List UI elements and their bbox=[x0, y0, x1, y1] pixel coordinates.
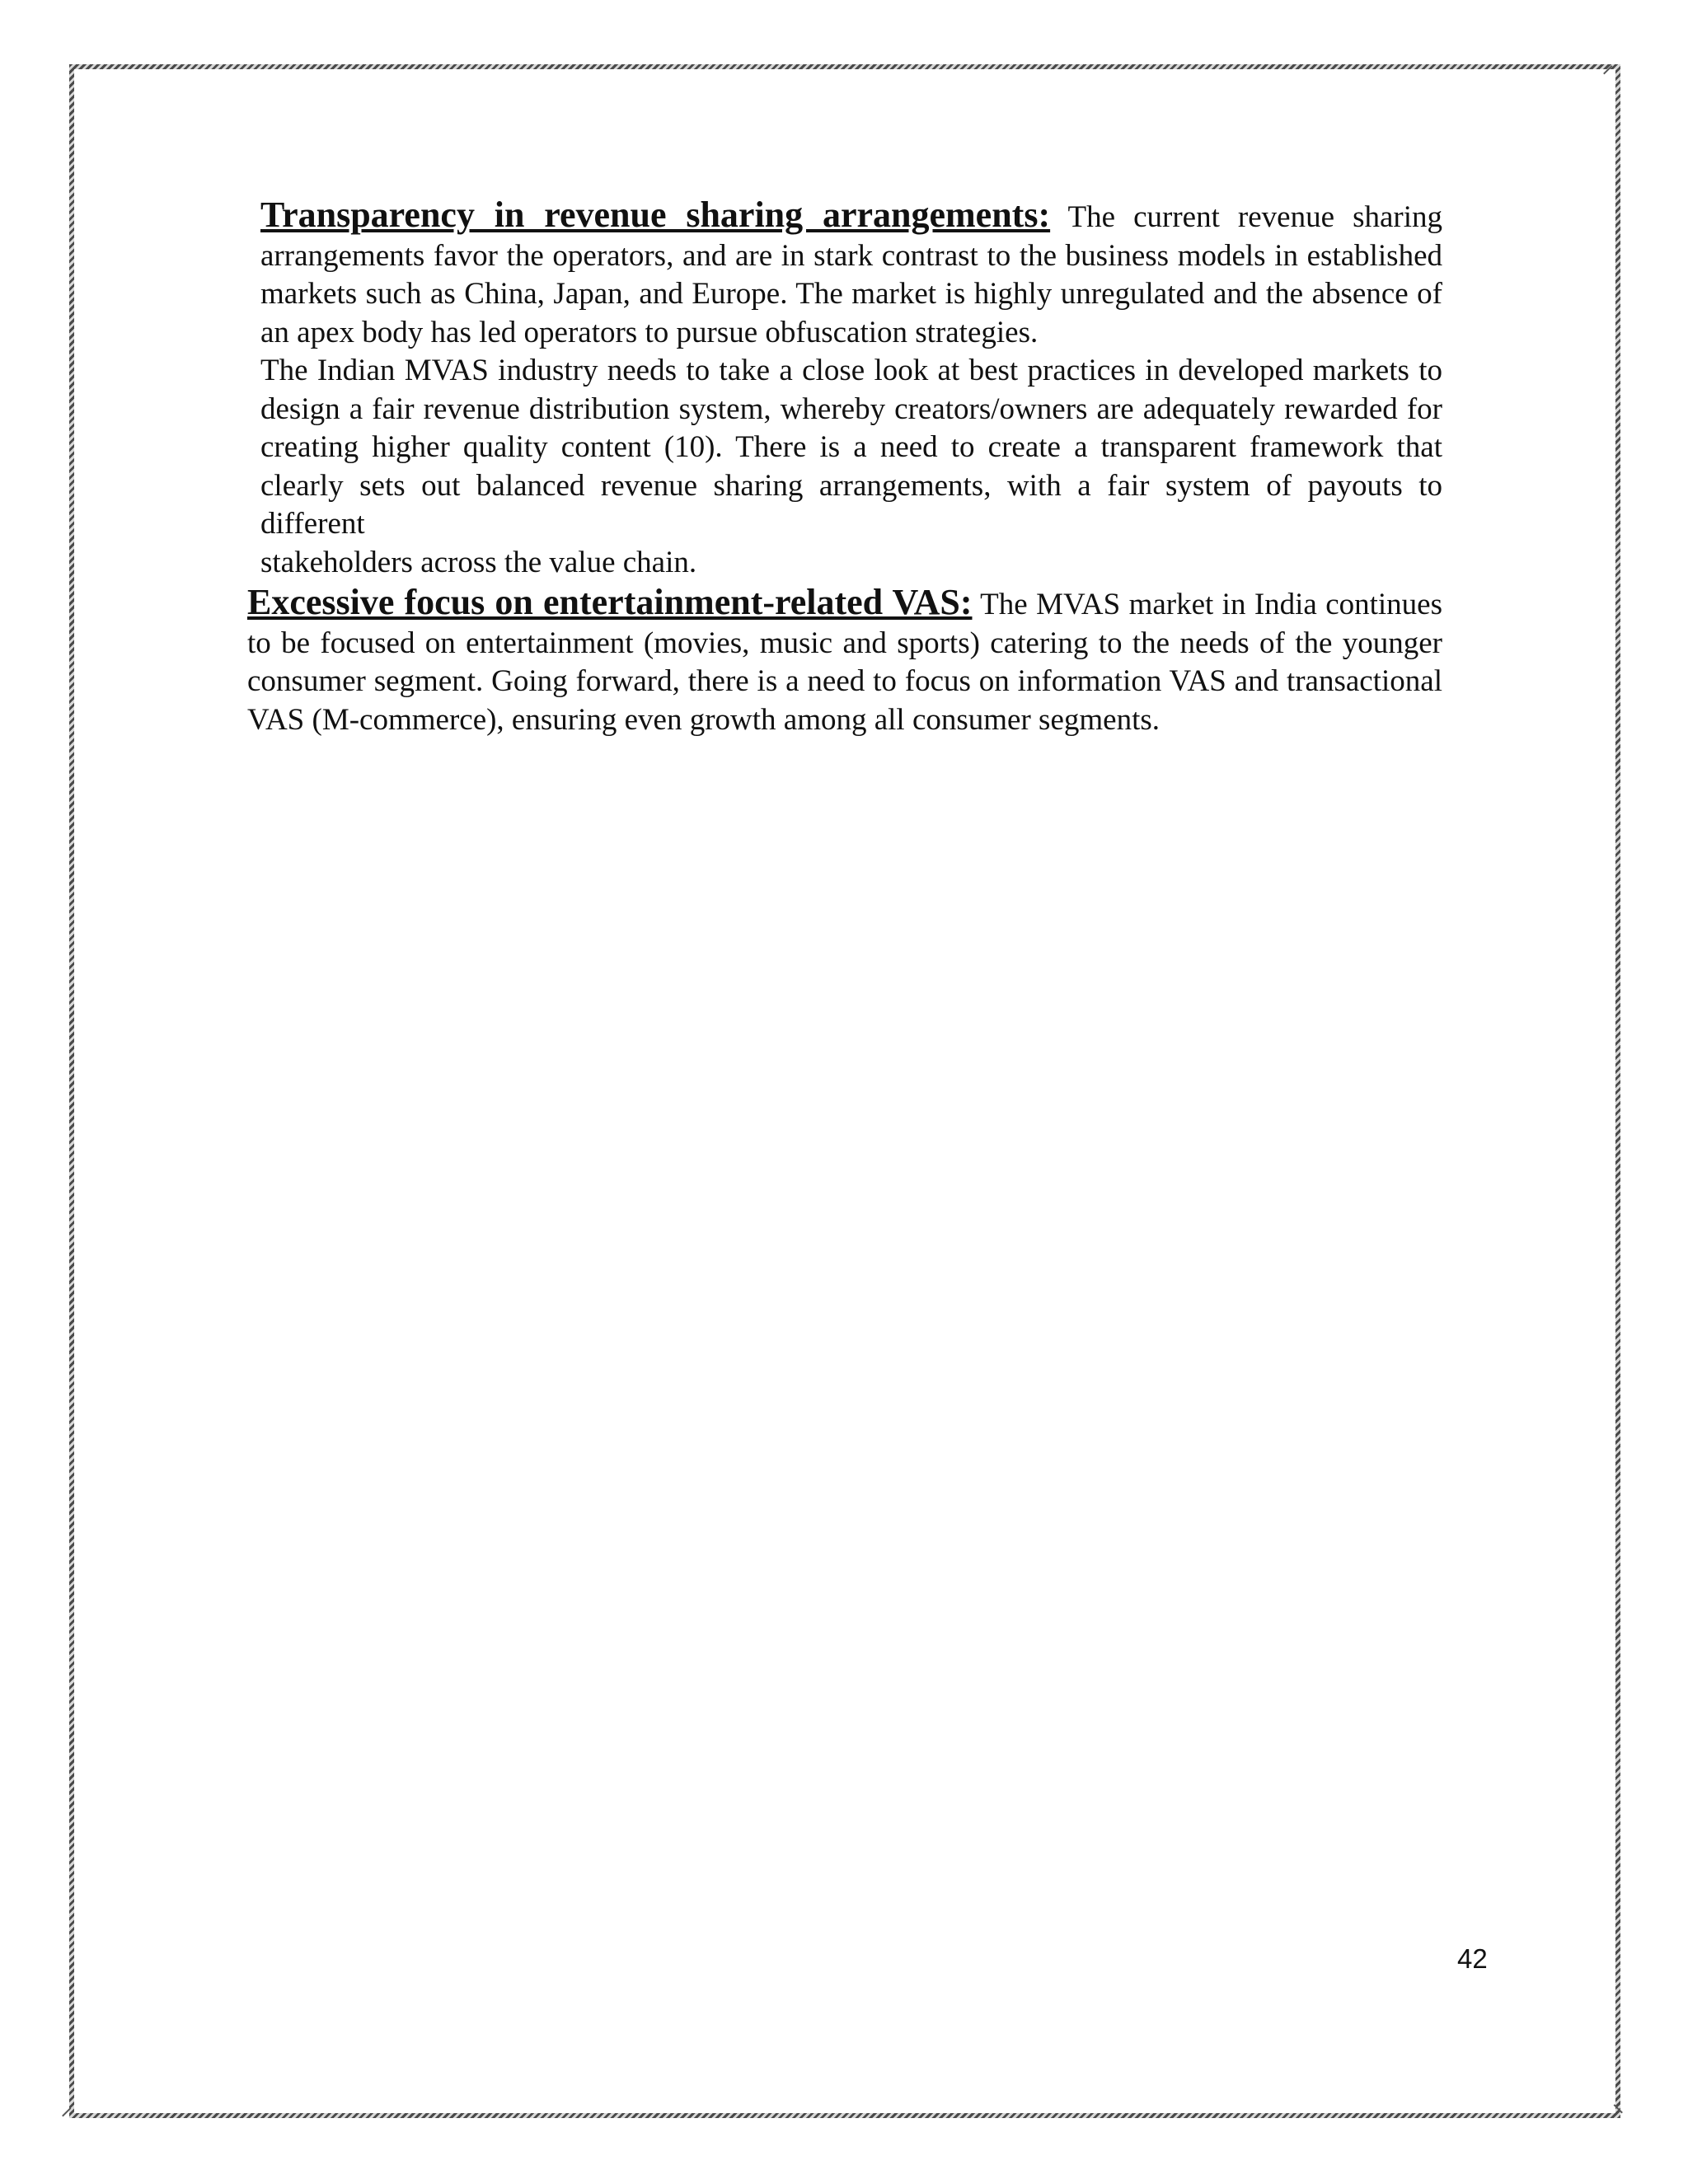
paragraph-text: The MVAS market in India continues to be focused on entertainment (movies, music and sports) catering to the needs of the younger consumer segment. Going forward, there is a need to focus on information VAS and transactional VAS (M-commerce), ensuring even growth among all consumer segments. bbox=[247, 588, 1443, 737]
paragraph-entertainment bbox=[247, 583, 1442, 739]
paragraph-text: The current revenue sharing arrangements favor the operators, and are in stark contrast to the business models in established markets such as China, Japan, and Europe. The market is highly unregulated and the absence of an apex body has led operators to pursue obfuscation strategies. bbox=[260, 200, 1442, 349]
paragraph-transparency-tail: stakeholders across the value chain. bbox=[260, 545, 697, 579]
page-number: 42 bbox=[1457, 1943, 1488, 1974]
document-content bbox=[247, 196, 1442, 739]
paragraph-transparency-body: The Indian MVAS industry needs to take a close look at best practices in developed markets to design a fair revenue distribution system, whereby creators/owners are adequately rewarded for creating higher quality content (10). There is a need to create a transparent framework that clearly sets out balanced revenue sharing arrangements, with a fair system of payouts to different bbox=[260, 354, 1442, 541]
paragraph-transparency-intro bbox=[260, 196, 1442, 352]
section-entertainment bbox=[247, 583, 1442, 739]
section-heading-transparency: Transparency in revenue sharing arrangements: bbox=[260, 194, 1051, 235]
section-heading-entertainment: Excessive focus on entertainment-related VAS: bbox=[247, 582, 973, 622]
section-transparency bbox=[260, 196, 1442, 582]
